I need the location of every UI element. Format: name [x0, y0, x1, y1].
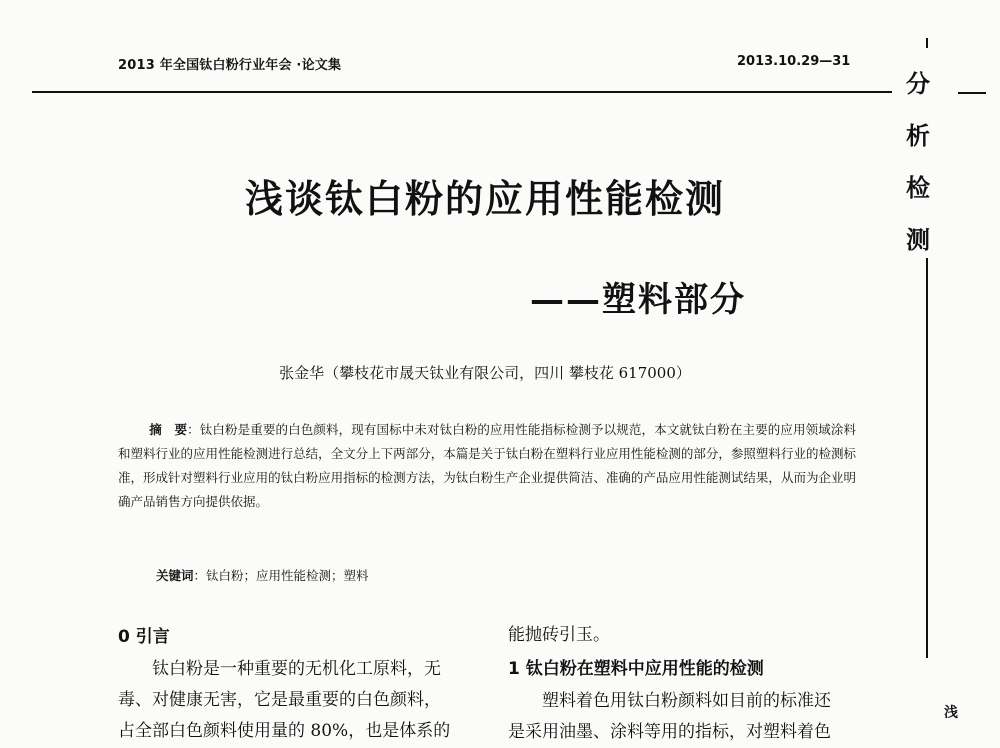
side-tab-char-4: 测	[906, 225, 930, 254]
body-line: 钛白粉是一种重要的无机化工原料，无	[152, 659, 441, 679]
author-affiliation: 张金华（攀枝花市晟天钛业有限公司，四川 攀枝花 617000）	[279, 364, 691, 382]
side-tab-bottom-char: 浅	[944, 705, 958, 721]
abstract-label: 摘 要	[149, 422, 188, 437]
header-rule	[32, 91, 892, 93]
keywords-label: 关键词	[156, 568, 194, 583]
abstract	[118, 418, 856, 514]
right-column-first-line: 能抛砖引玉。	[508, 625, 610, 645]
paper-subtitle: ——塑料部分	[530, 280, 746, 320]
body-line: 毒、对健康无害，它是最重要的白色颜料，	[118, 690, 441, 710]
left-column-body	[118, 654, 478, 747]
side-tab-char-3: 检	[906, 173, 930, 202]
keywords	[156, 566, 369, 584]
running-header-left: 2013 年全国钛白粉行业年会 ·论文集	[118, 58, 342, 73]
section-heading-intro: 0 引言	[118, 627, 170, 647]
paper-title: 浅谈钛白粉的应用性能检测	[244, 177, 725, 221]
side-tab-vertical-rule	[926, 258, 928, 658]
section-heading-1: 1 钛白粉在塑料中应用性能的检测	[508, 659, 764, 679]
side-tab-char-2: 析	[906, 121, 930, 150]
side-tab-char-1: 分	[906, 69, 930, 98]
side-tab-rule	[958, 92, 986, 94]
abstract-text: ：钛白粉是重要的白色颜料，现有国标中未对钛白粉的应用性能指标检测予以规范，本文就钛白粉在主要的应用领域涂料和塑料行业的应用性能检测进行总结，全文分上下两部分，本篇是关于钛白粉在塑料行业应用性能检测的部分，参照塑料行业的检测标准，形成针对塑料行业应用的钛白粉应用指标的检测方法，为钛白粉生产企业提供简洁、准确的产品应用性能测试结果，从而为企业明确产品销售方向提供依据。	[118, 422, 856, 509]
running-header-date: 2013.10.29—31	[737, 54, 851, 69]
keywords-text: ：钛白粉；应用性能检测；塑料	[193, 568, 369, 583]
body-line: 塑料着色用钛白粉颜料如目前的标准还	[542, 691, 831, 711]
body-line: 是采用油墨、涂料等用的指标，对塑料着色	[508, 722, 831, 742]
side-tab-top-tick	[926, 38, 928, 48]
right-column-body	[508, 686, 868, 748]
body-line: 占全部白色颜料使用量的 80%，也是体系的	[118, 721, 451, 741]
